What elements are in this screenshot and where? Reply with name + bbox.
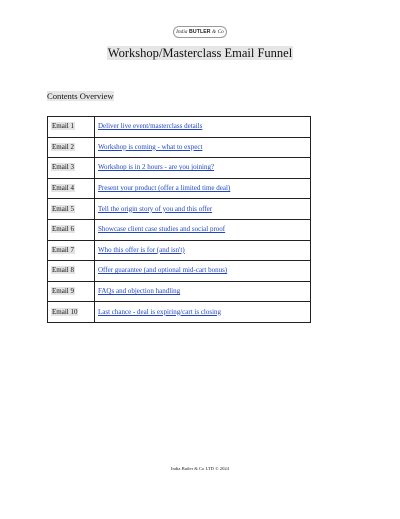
table-row [48,240,311,261]
email-number-cell [48,158,95,179]
document-title-block [0,44,400,62]
email-10-link[interactable]: Last chance - deal is expiring/cart is closing [98,307,222,316]
table-row [48,178,311,199]
email-number-cell [48,178,95,199]
email-number-cell [48,302,95,323]
email-9-link[interactable]: FAQs and objection handling [98,287,181,296]
email-8-link[interactable]: Offer guarantee (and optional mid-cart bonus) [98,266,228,275]
email-number: Email 7 [52,245,74,254]
email-topic-cell [95,281,311,302]
email-topic-cell [95,302,311,323]
page-footer: India Butler & Co LTD © 2024 [171,466,229,471]
email-topic-cell [95,240,311,261]
table-row [48,117,311,138]
email-number: Email 10 [52,307,78,316]
table-row [48,158,311,179]
email-topic-cell [95,178,311,199]
email-3-link[interactable]: Workshop is in 2 hours - are you joining? [98,163,215,172]
table-row [48,199,311,220]
table-row [48,261,311,282]
email-number: Email 2 [52,142,74,151]
table-row [48,281,311,302]
email-5-link[interactable]: Tell the origin story of you and this offer [98,204,213,213]
email-number-cell [48,219,95,240]
contents-heading-block [47,90,114,102]
email-number-cell [48,261,95,282]
email-number: Email 8 [52,266,74,275]
email-number-cell [48,199,95,220]
email-number: Email 3 [52,163,74,172]
email-number: Email 4 [52,184,74,193]
table-row [48,302,311,323]
email-6-link[interactable]: Showcase client case studies and social proof [98,225,226,234]
email-4-link[interactable]: Present your product (offer a limited time deal) [98,184,231,193]
email-number-cell [48,281,95,302]
logo-script-text: India [176,29,188,35]
email-topic-cell [95,199,311,220]
logo-suffix-text: & Co [212,29,224,35]
logo-bold-text: BUTLER [189,29,211,35]
email-topic-cell [95,158,311,179]
table-row [48,219,311,240]
email-1-link[interactable]: Deliver live event/masterclass details [98,122,203,131]
email-topic-cell [95,137,311,158]
brand-logo [173,26,227,38]
contents-table [47,116,311,323]
table-row [48,137,311,158]
document-title: Workshop/Masterclass Email Funnel [107,46,293,60]
email-topic-cell [95,117,311,138]
email-number-cell [48,137,95,158]
email-number-cell [48,117,95,138]
email-7-link[interactable]: Who this offer is for (and isn't) [98,245,185,254]
email-number-cell [48,240,95,261]
contents-heading: Contents Overview [47,91,114,101]
email-topic-cell [95,261,311,282]
email-topic-cell [95,219,311,240]
email-number: Email 9 [52,287,74,296]
email-number: Email 5 [52,204,74,213]
email-number: Email 1 [52,122,74,131]
email-2-link[interactable]: Workshop is coming - what to expect [98,142,203,151]
email-number: Email 6 [52,225,74,234]
